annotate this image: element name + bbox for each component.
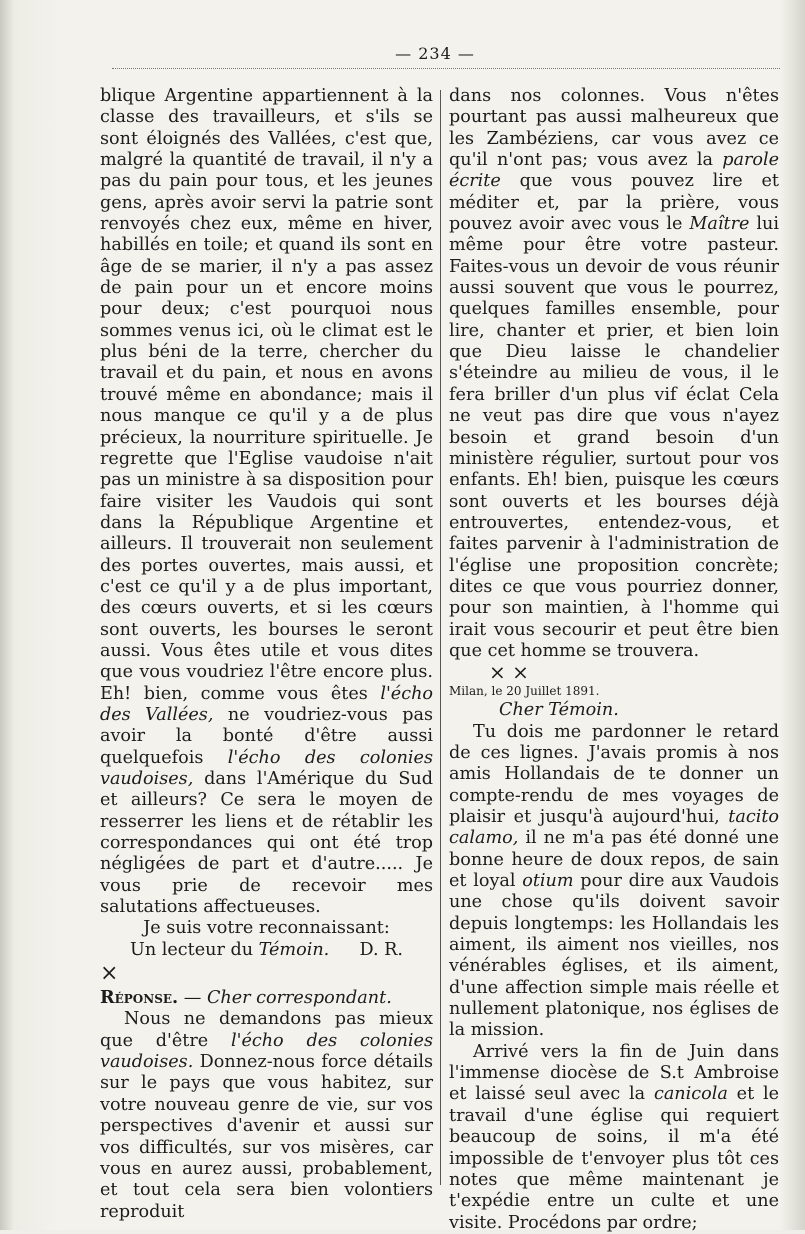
reponse-heading: Réponse. — Cher correspondant.	[100, 987, 392, 1009]
letter-paragraph: Arrivé vers la fin de Juin dans l'immense diocèse de S.t Ambroise et laissé seul avec la canicola et le travail d'une église qui requiert beaucoup de soins, il m'a été impossible de t'envoyer plus tôt ces notes que même maintenant je t'expédie entre un culte et une visite. Procédons par ordre;	[449, 1041, 779, 1233]
letter-greeting: Cher Témoin.	[499, 700, 619, 721]
letter-closing: Je suis votre reconnaissant:	[143, 918, 390, 939]
column-divider	[440, 90, 441, 1185]
page-number: — 234 —	[395, 44, 475, 63]
letter-date: Milan, le 20 Juillet 1891.	[449, 684, 600, 699]
letter-body: blique Argentine appartiennent à la classe des travailleurs, et s'ils se sont éloignés des Vallées, c'est que, malgré la quantité de travail, il n'y a pas du pain pour tous, et les jeunes gens, après avoir servi la patrie sont renvoyés chez eux, même en hiver, habillés en toile; et quand ils sont en âge de se marier, il n'y a pas assez de pain pour un et encore moins pour deux; c'est pourquoi nous sommes venus ici, où le climat est le plus béni de la terre, chercher du travail et du pain, et nous en avons trouvé même en abondance; mais il nous manque ce qu'il y a de plus précieux, la nourriture spirituelle. Je regrette que l'Eglise vaudoise n'ait pas un ministre à sa disposition pour faire visiter les Vaudois qui sont dans la République Argentine et ailleurs. Il trouverait non seulement des portes ouvertes, mais aussi, et c'est ce qu'il y a de plus important, des cœurs ouverts, et si les cœurs sont ouverts, les bourses le seront aussi. Vous êtes utile et vous dites que vous voudriez l'être encore plus. Eh! bien, comme vous êtes l'écho des Vallées, ne voudriez-vous pas avoir la bonté d'être aussi quelquefois l'écho des colonies vaudoises, dans l'Amérique du Sud et ailleurs? Ce sera le moyen de resserrer les liens et de rétablir les correspondances qui ont été trop négligées de part et d'autre..... Je vous prie de recevoir mes salutations affectueuses.	[100, 86, 433, 918]
section-cross: ×	[100, 961, 119, 987]
reponse-continued: dans nos colonnes. Vous n'êtes pourtant pas aussi malheureux que les Zambéziens, car vous avez ce qu'il n'ont pas; vous avez la parole écrite que vous pouvez lire et méditer et, par la prière, vous pouvez avoir avec vous le Maître lui même pour être votre pasteur. Faites-vous un devoir de vous réunir aussi souvent que vous le pourrez, quelques familles ensemble, pour lire, chanter et prier, et bien loin que Dieu laisse le chandelier s'éteindre au milieu de vous, il le fera briller d'un plus vif éclat Cela ne veut pas dire que vous n'ayez besoin et grand besoin d'un ministère régulier, surtout pour vos enfants. Eh! bien, puisque les cœurs sont ouverts et les bourses déjà entrouvertes, entendez-vous, et faites parvenir à l'administration de l'église une proposition concrète; dites ce que vous pourriez donner, pour son maintien, à l'homme qui irait vous secourir et peut être bien que cet homme se trouvera.	[449, 86, 780, 661]
letter-paragraph: Tu dois me pardonner le retard de ces lignes. J'avais promis à nos amis Hollandais de te donner un compte-rendu de mes voyages de plaisir et jusqu'à aujourd'hui, tacito calamo, il ne m'a pas été donné une bonne heure de doux repos, de sain et loyal otium pour dire aux Vaudois une chose qu'ils doivent savoir depuis longtemps: les Hollandais les aiment, ils aiment nos vieilles, nos vénérables églises, et ils aiment, d'une affection simple mais réelle et nullement platonique, nos églises de la mission.	[449, 721, 779, 1041]
header-rule	[112, 68, 780, 69]
section-cross: × ×	[489, 660, 529, 685]
left-column	[100, 86, 433, 1223]
reponse-body: Nous ne demandons pas mieux que d'être l'écho des colonies vaudoises. Donnez-nous force détails sur le pays que vous habitez, sur votre nouveau genre de vie, sur vos perspectives d'avenir et aussi sur vos difficultés, sur vos misères, car vous en aurez aussi, probablement, et tout cela sera bien volontiers reproduit	[100, 1009, 433, 1222]
right-column	[449, 86, 779, 1234]
letter-signature: Un lecteur du Témoin. D. R.	[130, 939, 403, 960]
